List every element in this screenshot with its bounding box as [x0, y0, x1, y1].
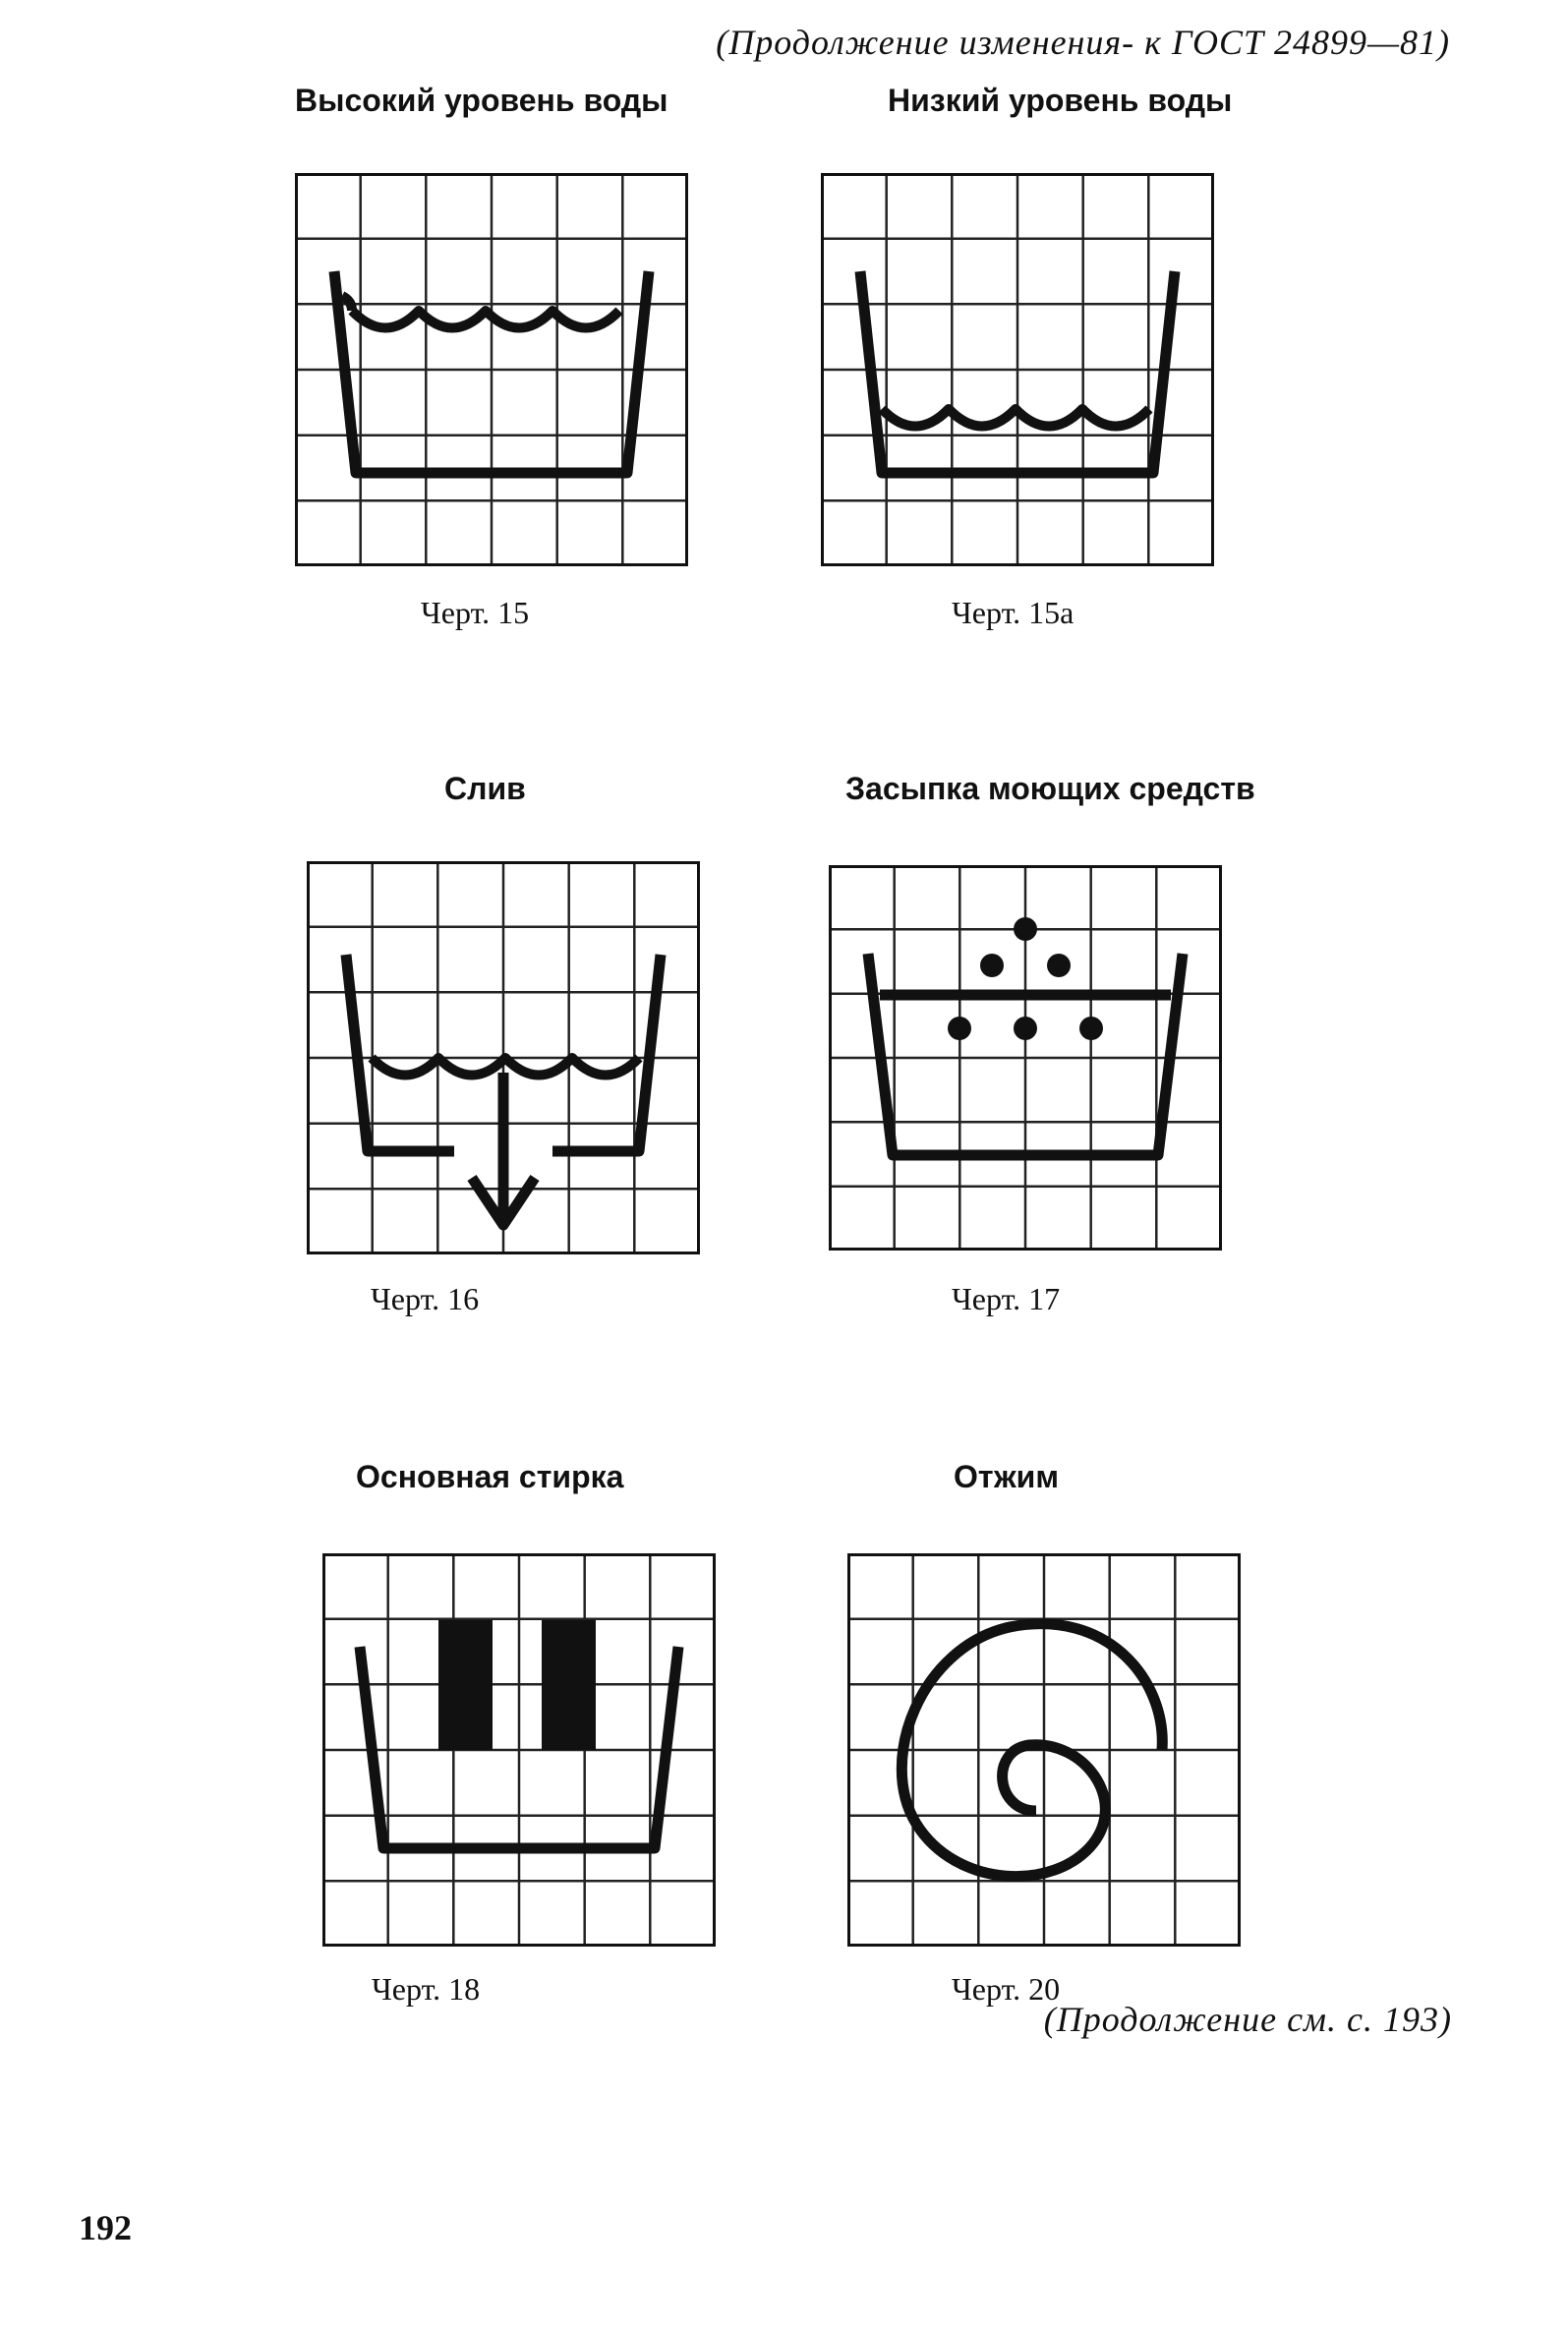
figure-caption: Черт. 20	[952, 1971, 1061, 2007]
high-water-level-symbol	[295, 173, 688, 566]
figure-title-main-wash: Основная стирка	[356, 1459, 624, 1494]
detergent-dot	[1079, 1017, 1103, 1040]
figure-title-high-water: Высокий уровень воды	[295, 83, 668, 118]
figure-caption: Черт. 17	[952, 1281, 1061, 1316]
header-note: (Продолжение изменения- к ГОСТ 24899—81)	[716, 23, 1450, 62]
wash-bar	[542, 1620, 596, 1750]
figure-caption: Черт. 15	[421, 595, 530, 630]
figure-title-detergent: Засыпка моющих средств	[845, 771, 1255, 806]
wash-bar	[438, 1620, 493, 1750]
footer-note: (Продолжение см. с. 193)	[1043, 2000, 1452, 2039]
low-water-level-symbol	[821, 173, 1214, 566]
detergent-dosing-symbol	[829, 865, 1222, 1251]
figure-title-drain: Слив	[444, 771, 526, 806]
figure-title-spin: Отжим	[954, 1459, 1059, 1494]
figure-caption: Черт. 16	[371, 1281, 480, 1316]
figure-caption: Черт. 15а	[952, 595, 1074, 630]
spin-symbol	[847, 1553, 1241, 1947]
page-number: 192	[79, 2208, 132, 2247]
detergent-dot	[948, 1017, 971, 1040]
drain-symbol	[307, 861, 700, 1254]
detergent-dot	[1014, 1017, 1037, 1040]
detergent-dot	[1047, 954, 1071, 977]
main-wash-symbol	[322, 1553, 716, 1947]
detergent-dot	[1014, 917, 1037, 941]
detergent-dot	[980, 954, 1004, 977]
figure-caption: Черт. 18	[372, 1971, 481, 2007]
figure-title-low-water: Низкий уровень воды	[888, 83, 1233, 118]
